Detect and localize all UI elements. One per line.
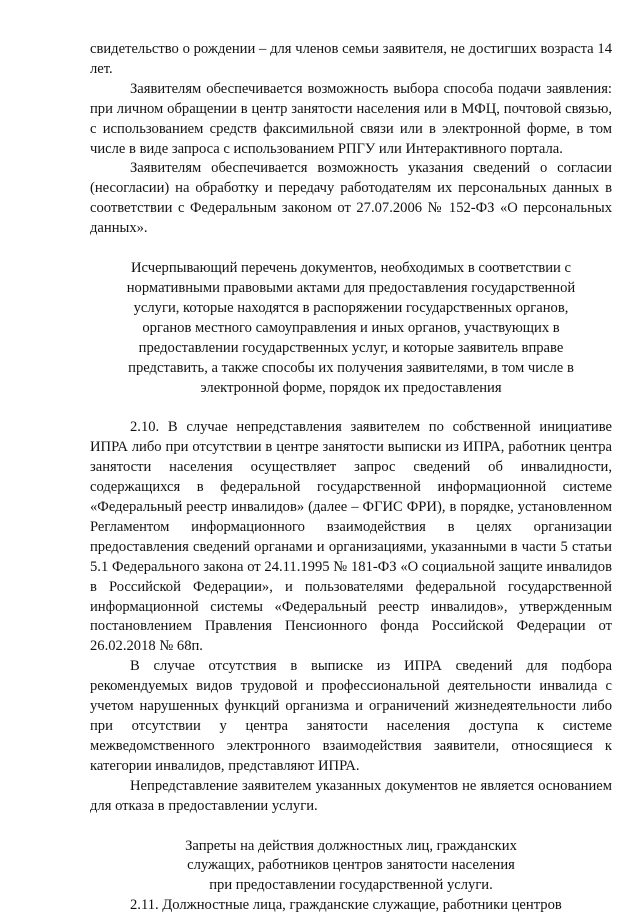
paragraph-non-submission: Непредставление заявителем указанных документов не является основанием для отказа в предоставлении услуги. [90,777,612,814]
paragraph-2-11: 2.11. Должностные лица, гражданские служащие, работники центров [130,897,562,914]
paragraph-2-10: 2.10. В случае непредставления заявителем по собственной инициативе ИПРА либо при отсутствии в центре занятости выписки из ИПРА, работник центра занятости населения осуществляет запрос сведений об инвалидности, содержащихся в федеральной государственной информационной системе «Федеральный реестр инвалидов» (далее – ФГИС ФРИ), в порядке, установленном Регламентом информационного взаимодействия в целях организации предоставления сведений органами и организациями, указанными в части 5 статьи 5.1 Федерального закона от 24.11.1995 № 181-ФЗ «О социальной защите инвалидов в Российской Федерации», и пользователями федеральной государственной информационной системы «Федеральный реестр инвалидов», утвержденным постановлением Правления Пенсионного фонда Российской Федерации от 26.02.2018 № 68п. [90,419,612,655]
paragraph-submission-methods: Заявителям обеспечивается возможность выбора способа подачи заявления: при личном обращении в центр занятости населения или в МФЦ, почтовой связью, с использованием средств факсимильной связи или в электронной форме, в том числе в виде запроса с использованием РПГУ или Интерактивного портала. [90,80,612,157]
heading-line: Запреты на действия должностных лиц, гражданских [185,837,517,854]
heading-line: при предоставлении государственной услуги. [209,877,493,894]
paragraph-birth-certificate: свидетельство о рождении – для членов семьи заявителя, не достигших возраста 14 лет. [90,41,612,77]
paragraph-personal-data-consent: Заявителям обеспечивается возможность указания сведений о согласии (несогласии) на обработку и передачу работодателям их персональных данных в соответствии с Федеральным законом от 27.07.2006 № 152-ФЗ «О персональных данных». [90,160,612,237]
section-heading-documents: Исчерпывающий перечень документов, необходимых в соответствии с нормативными правовыми актами для предоставления государственной услуги, которые находятся в распоряжении государственных органов, органов местного самоуправления и иных органов, участвующих в предоставлении государственных услуг, и которые заявитель вправе представить, а также способы их получения заявителями, в том числе в электронной форме, порядок их предоставления [126,260,576,396]
section-heading-prohibitions [161,837,541,897]
document-page [90,40,612,916]
paragraph-ipra-absence: В случае отсутствия в выписке из ИПРА сведений для подбора рекомендуемых видов трудовой и профессиональной деятельности инвалида с учетом нарушенных функций организма и ограничений жизнедеятельности либо при отсутствии у центра занятости населения доступа к системе межведомственного электронного взаимодействия заявители, относящиеся к категории инвалидов, представляют ИПРА. [90,658,612,774]
heading-line: служащих, работников центров занятости населения [187,857,515,874]
